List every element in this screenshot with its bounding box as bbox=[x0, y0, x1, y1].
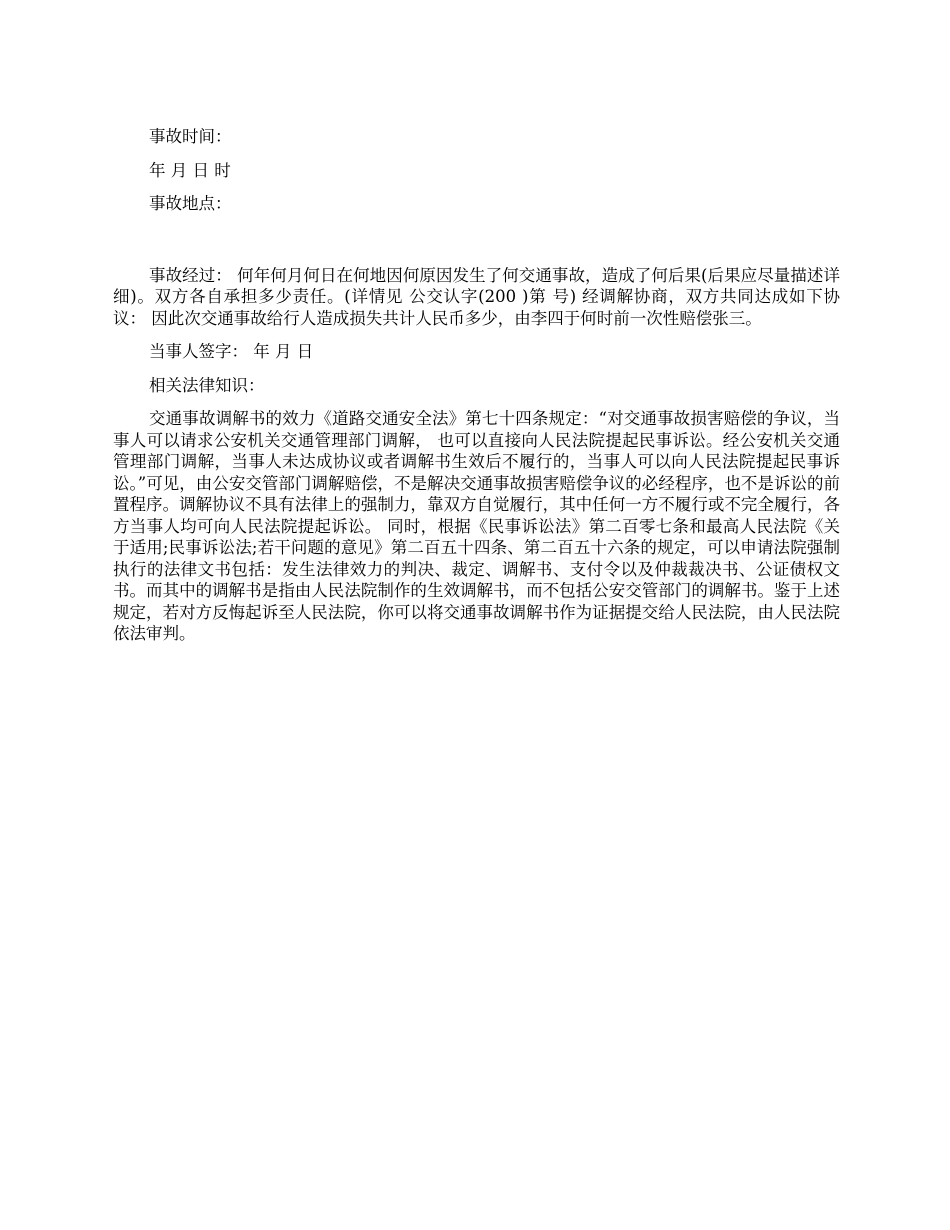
party-signature-line: 当事人签字： 年 月 日 bbox=[149, 342, 314, 361]
accident-time-label: 事故时间： bbox=[149, 127, 232, 146]
document-body bbox=[113, 126, 840, 645]
legal-knowledge-heading: 相关法律知识： bbox=[149, 375, 265, 395]
legal-knowledge-paragraph: 交通事故调解书的效力《道路交通安全法》第七十四条规定：“对交通事故损害赔偿的争议，当事人可以请求公安机关交通管理部门调解， 也可以直接向人民法院提起民事诉讼。经公安机关交通管理部门调解，当事人未达成协议或者调解书生效后不履行的，当事人可以向人民法院提起民事诉讼。”可见，由公安交管部门调解赔偿，不是解决交通事故损害赔偿争议的必经程序，也不是诉讼的前置程序。调解协议不具有法律上的强制力，靠双方自觉履行，其中任何一方不履行或不完全履行，各方当事人均可向人民法院提起诉讼。 同时，根据《民事诉讼法》第二百零七条和最高人民法院《关于适用;民事诉讼法;若干问题的意见》第二百五十四条、第二百五十六条的规定，可以申请法院强制执行的法律文书包括：发生法律效力的判决、裁定、调解书、支付令以及仲裁裁决书、公证债权文书。而其中的调解书是指由人民法院制作的生效调解书，而不包括公安交管部门的调解书。鉴于上述规定，若对方反悔起诉至人民法院，你可以将交通事故调解书作为证据提交给人民法院，由人民法院依法审判。 bbox=[113, 409, 840, 643]
accident-date-line: 年 月 日 时 bbox=[149, 160, 231, 180]
accident-location-label: 事故地点： bbox=[149, 194, 232, 213]
accident-details-paragraph: 事故经过： 何年何月何日在何地因何原因发生了何交通事故，造成了何后果(后果应尽量描述详细)。双方各自承担多少责任。(详情见 公交认字(200 )第 号) 经调解协商，双方共同达成如下协议： 因此次交通事故给行人造成损失共计人民币多少，由李四于何时前一次性赔偿张三。 bbox=[113, 265, 840, 328]
